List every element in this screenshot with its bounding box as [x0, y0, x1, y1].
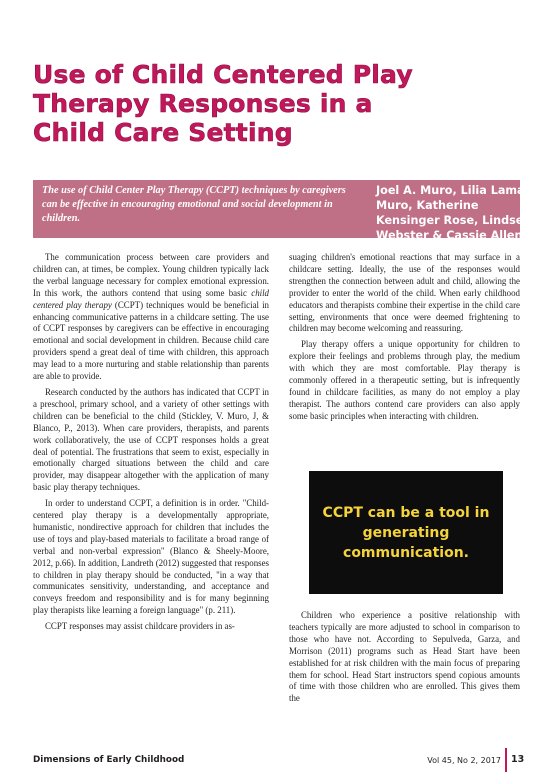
body-paragraph: Research conducted by the authors has indicated that CCPT in a preschool, primary school, and a variety of other settings with children can be beneficial to the child (Stickley, V. Muro, J, & Blanco, P., 2013). When care providers, therapists, and parents work collaboratively, the use of CCPT responses holds a great deal of potential. The frustrations that seem to exist, especially in emotionally charged situations between the child and care provider, may disappear altogether with the application of many basic play therapy techniques.	[33, 386, 269, 493]
emphasis-term: child centered play therapy	[33, 287, 269, 310]
body-paragraph: Play therapy offers a unique opportunity for children to explore their feelings and problems through play, the medium with which they are most comfortable. Play therapy is commonly offered in a therapeutic setting, but is infrequently found in childcare facilities, as many do not employ a play therapist. The authors contend care providers can also apply some basic principles when interacting with children.	[289, 339, 520, 421]
pull-quote-box	[309, 471, 503, 594]
page-number: 13	[511, 754, 525, 765]
article-deck: The use of Child Center Play Therapy (CCPT) techniques by caregivers can be effective in encouraging emotional and social development in children.	[42, 185, 346, 224]
footer-issue: Vol 45, No 2, 2017	[427, 756, 501, 765]
paragraph-text: The communication process between care providers and children can, at times, be complex. Young children typically lack the verbal language necessary for complex emotional expression. In this work, the authors contend that using some basic	[33, 252, 269, 298]
article-title: Use of Child Centered Play Therapy Responses in a Child Care Setting	[33, 60, 413, 147]
body-paragraph: suaging children's emotional reactions that may surface in a childcare setting. Ideally, the use of the responses would strengthen the connection between adult and child, allowing the provider to enter the world of the child. When early childhood educators and therapists combine their expertise in the child care setting, environments that once were deemed frightening to children may become welcoming and reassuring.	[289, 252, 520, 334]
footer-divider	[505, 748, 507, 772]
pull-quote: CCPT can be a tool in generating communication.	[322, 504, 490, 561]
body-column-right	[289, 252, 520, 427]
body-paragraph: CCPT responses may assist childcare providers in as-	[45, 621, 235, 632]
body-column-right-lower	[289, 610, 520, 705]
body-paragraph	[33, 252, 269, 383]
body-column-left	[33, 252, 269, 637]
author-list: Joel A. Muro, Lilia Lamar Muro, Katherine Kensinger Rose, Lindsey Webster & Cassie Allen	[376, 184, 531, 242]
body-paragraph: In order to understand CCPT, a definition is in order. "Child-centered play therapy is a developmentally appropriate, humanistic, nondirective approach for children that includes the use of toys and play-based materials to facilitate a broad range of verbal and non-verbal expression" (Blanco & Sheely-Moore, 2012, p.66). In addition, Landreth (2012) suggested that responses to children in play therapy should be conducted, "in a way that communicates sensitivity, understanding, and acceptance and conveys freedom and responsibility and is for many beginning play therapists like learning a foreign language" (p. 211).	[33, 498, 269, 616]
footer-journal-name: Dimensions of Early Childhood	[33, 755, 185, 765]
body-paragraph: Children who experience a positive relationship with teachers typically are more adjusted to school in comparison to those who have not. According to Sepulveda, Garza, and Morrison (2011) programs such as Head Start have been established for at risk children with the main focus of preparing them for school. Head Start instructors spend copious amounts of time with those children who are enrolled. This gives them the	[289, 610, 520, 704]
paragraph-text: (CCPT) techniques would be beneficial in enhancing communicative patterns in a childcare setting. The use of CCPT responses by caregivers can be effective in encouraging emotional and social development in children. Because child care providers spend a great deal of time with children, this approach may lead to a more nurturing and stable relationship than parents are able to provide.	[33, 299, 269, 382]
